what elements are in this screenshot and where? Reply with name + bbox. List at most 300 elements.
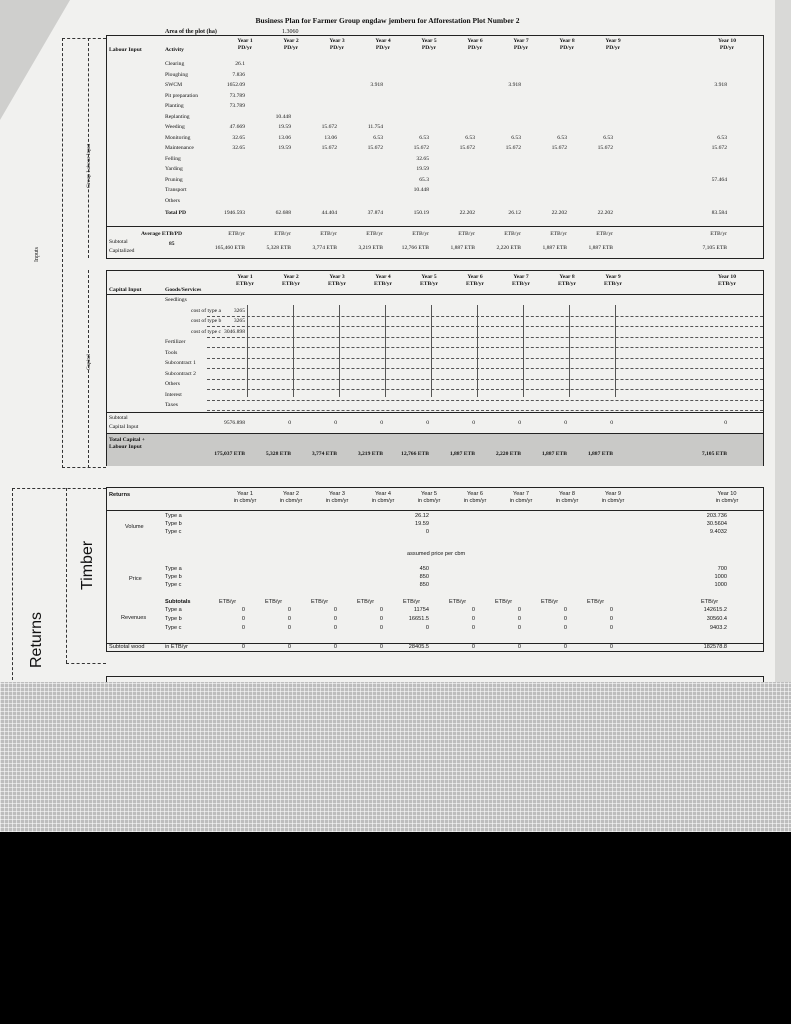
price-note: assumed price per cbm <box>407 551 466 557</box>
revenue-0-y7: 0 <box>517 607 521 613</box>
capital-subtotal-y2: 0 <box>288 420 291 426</box>
labour-section <box>106 35 764 259</box>
activity-6-y4: 11.754 <box>367 124 383 130</box>
activity-11-y5: 65.3 <box>419 176 429 183</box>
capital-year-unit-4: ETB/yr <box>373 281 393 287</box>
labour-subtotal-y5: 12,766 ETB <box>401 245 429 251</box>
subtotal-wood-y7: 0 <box>517 644 521 650</box>
capital-item-name: Taxes <box>165 402 178 408</box>
capital-subtotal-y3: 0 <box>334 420 337 426</box>
returns-year-unit-5: in cbm/yr <box>417 498 441 504</box>
activity-7-y1: 32.65 <box>232 134 245 141</box>
volume-y5: 26.12 <box>415 513 429 519</box>
revenue-2-y6: 0 <box>471 625 475 631</box>
capital-year-header-6: Year 6 <box>467 274 483 280</box>
capital-item-name: Subcontract 2 <box>165 370 196 377</box>
activity-name: Monitoring <box>165 134 191 141</box>
capital-year-unit-2: ETB/yr <box>281 281 301 287</box>
activity-7-y10: 6.53 <box>717 134 727 141</box>
avg-etb-label: Average ETB/PD <box>141 231 183 237</box>
capital-item-name: Interest <box>165 391 182 398</box>
year-header-8: Year 8 <box>559 38 575 44</box>
capital-year-unit-5: ETB/yr <box>419 281 439 287</box>
avg-etb-value: 85 <box>169 241 175 247</box>
capital-total-y9: 1,887 ETB <box>587 451 613 457</box>
subtotal-wood-y8: 0 <box>563 644 567 650</box>
capital-grid-col <box>247 305 248 397</box>
total-pd-y2: 62.688 <box>275 210 291 216</box>
inputs-frame-bottom <box>62 467 106 468</box>
activity-name: Maintenance <box>165 145 194 151</box>
revenue-0-y6: 0 <box>471 607 475 613</box>
labour-subtotal-y10: 7,105 ETB <box>702 245 727 251</box>
capital-total-y5: 12,766 ETB <box>401 451 429 457</box>
capital-header-divider <box>107 294 763 295</box>
page-edge <box>775 0 791 690</box>
revenue-1-y1: 0 <box>241 616 245 622</box>
returns-header-divider <box>107 510 763 511</box>
activity-2-y4: 3.918 <box>370 82 383 88</box>
activity-3-y1: 73.789 <box>229 92 245 99</box>
revenue-2-y4: 0 <box>379 625 383 631</box>
total-pd-y1: 1946.593 <box>224 210 245 216</box>
plot-area-label: Area of the plot (ha) <box>165 29 217 35</box>
volume-y10: 9.4032 <box>709 529 727 535</box>
volume-y5: 19.59 <box>415 521 429 527</box>
capital-grid-line <box>207 337 763 338</box>
capital-item-name: Subcontract 1 <box>165 360 196 366</box>
activity-11-y10: 57.464 <box>711 176 727 183</box>
capital-total-y8: 1,887 ETB <box>541 451 567 457</box>
timber-frame-bottom <box>66 663 106 664</box>
capital-grid-col <box>523 305 524 397</box>
returns-etb-unit-4: ETB/yr <box>357 599 375 605</box>
capital-grid-line <box>207 400 763 401</box>
etb-unit-9: ETB/yr <box>596 231 613 237</box>
revenue-2-y10: 9403.2 <box>709 625 727 631</box>
returns-year-header-10: Year 10 <box>717 491 737 497</box>
activity-7-y9: 6.53 <box>603 134 613 141</box>
capital-year-header-5: Year 5 <box>421 274 437 280</box>
returns-etb-unit-9: ETB/yr <box>587 599 605 605</box>
returns-year-header-9: Year 9 <box>605 491 621 497</box>
revenue-2-y7: 0 <box>517 625 521 631</box>
labour-section-label: Labour Input <box>109 47 142 53</box>
activity-7-y8: 6.53 <box>557 134 567 141</box>
revenue-1-y3: 0 <box>333 616 337 622</box>
returns-year-header-8: Year 8 <box>559 491 575 497</box>
capital-grid-col <box>385 305 386 397</box>
year-unit-3: PD/yr <box>329 45 345 51</box>
total-pd-y7: 26.12 <box>508 210 521 216</box>
labour-subtotal-label: Subtotal <box>109 239 128 245</box>
year-unit-1: PD/yr <box>237 45 253 51</box>
capital-subtotal-y4: 0 <box>380 420 383 426</box>
etb-unit-6: ETB/yr <box>458 231 475 237</box>
capital-subtotal-y9: 0 <box>610 420 613 426</box>
capital-grid-col <box>293 305 294 397</box>
activity-7-y6: 6.53 <box>465 134 475 141</box>
revenue-type: Type c <box>165 625 182 631</box>
year-unit-5: PD/yr <box>421 45 437 51</box>
labour-capitalized-label: Capitalized <box>109 248 135 254</box>
activity-8-y9: 15.672 <box>597 145 613 151</box>
timber-side-label: Timber <box>79 540 96 590</box>
activity-header: Activity <box>165 47 184 53</box>
capital-item-name: cost of type a <box>191 307 221 314</box>
activity-name: Clearing <box>165 61 185 67</box>
revenue-1-y2: 0 <box>287 616 291 622</box>
capital-year-unit-7: ETB/yr <box>511 281 531 287</box>
returns-frame-left <box>12 488 13 690</box>
activity-name: Pruning <box>165 176 183 183</box>
year-header-1: Year 1 <box>237 38 253 44</box>
inputs-frame-top <box>62 38 106 39</box>
labour-subtotal-y1: 165,460 ETB <box>214 245 245 251</box>
activity-8-y6: 15.672 <box>459 145 475 151</box>
price-y10: 1000 <box>714 574 727 580</box>
total-pd-y10: 83.584 <box>711 210 727 216</box>
activity-8-y4: 15.672 <box>367 145 383 151</box>
returns-etb-unit-6: ETB/yr <box>449 599 467 605</box>
capital-year-header-1: Year 1 <box>237 274 253 280</box>
returns-year-header-6: Year 6 <box>467 491 483 497</box>
labour-subtotal-y9: 1,887 ETB <box>588 245 613 251</box>
labour-subtotal-y8: 1,887 ETB <box>542 245 567 251</box>
volume-y5: 0 <box>425 529 429 535</box>
capital-grid-line <box>207 316 763 317</box>
etb-unit-2: ETB/yr <box>274 231 291 237</box>
volume-type: Type c <box>165 529 182 535</box>
capital-grid-line <box>207 410 763 411</box>
labour-subtotal-y7: 2,220 ETB <box>496 245 521 251</box>
activity-name: Transport <box>165 187 187 193</box>
labour-subtotal-y6: 1,887 ETB <box>450 245 475 251</box>
capital-total-y6: 1,887 ETB <box>449 451 475 457</box>
capital-grid-col <box>569 305 570 397</box>
revenue-0-y10: 142615.2 <box>703 607 727 613</box>
subtotal-wood-y6: 0 <box>471 644 475 650</box>
returns-year-unit-7: in cbm/yr <box>509 498 533 504</box>
inputs-side-label: Inputs <box>34 247 40 262</box>
subtotal-wood-y3: 0 <box>333 644 337 650</box>
activity-name: Weeding <box>165 124 185 130</box>
capital-item-name: Tools <box>165 349 178 356</box>
revenue-1-y7: 0 <box>517 616 521 622</box>
activity-10-y5: 19.59 <box>416 166 429 172</box>
revenue-2-y5: 0 <box>425 625 429 631</box>
capital-year-header-9: Year 9 <box>605 274 621 280</box>
revenue-2-y8: 0 <box>563 625 567 631</box>
capital-section-label: Capital Input <box>109 287 142 293</box>
capital-year-unit-9: ETB/yr <box>603 281 623 287</box>
price-y5: 850 <box>419 574 429 580</box>
activity-4-y1: 73.789 <box>229 103 245 109</box>
capital-grid-col <box>339 305 340 397</box>
capital-year-header-3: Year 3 <box>329 274 345 280</box>
subtotal-wood-y2: 0 <box>287 644 291 650</box>
revenue-0-y2: 0 <box>287 607 291 613</box>
etb-unit-7: ETB/yr <box>504 231 521 237</box>
capital-total-y4: 3,219 ETB <box>357 451 383 457</box>
price-y10: 700 <box>717 566 727 572</box>
capital-total-y1: 175,037 ETB <box>214 451 245 457</box>
returns-year-unit-3: in cbm/yr <box>325 498 349 504</box>
revenue-1-y10: 30560.4 <box>706 616 727 622</box>
subtotal-wood-y10: 182578.8 <box>703 644 727 650</box>
revenue-0-y4: 0 <box>379 607 383 613</box>
price-y5: 850 <box>419 582 429 588</box>
activity-name: Yarding <box>165 166 183 172</box>
labour-subtotal-y2: 5,328 ETB <box>266 245 291 251</box>
activity-1-y1: 7.836 <box>232 71 245 78</box>
activity-name: Pit preparation <box>165 92 199 99</box>
labour-divider <box>107 226 763 227</box>
capital-year-unit-3: ETB/yr <box>327 281 347 287</box>
returns-etb-unit-8: ETB/yr <box>541 599 559 605</box>
year-unit-9: PD/yr <box>605 45 621 51</box>
labour-subtotal-y3: 3,774 ETB <box>312 245 337 251</box>
capital-year-header-4: Year 4 <box>375 274 391 280</box>
activity-2-y10: 3.918 <box>714 82 727 88</box>
capital-subtotal-label: Subtotal <box>109 415 128 421</box>
capital-subtotal-label2: Capital Input <box>109 424 139 430</box>
activity-0-y1: 26.1 <box>235 61 245 67</box>
activity-7-y5: 6.53 <box>419 134 429 141</box>
returns-etb-unit-10: ETB/yr <box>701 599 719 605</box>
activity-6-y1: 47.669 <box>229 124 245 130</box>
activity-name: Felling <box>165 155 181 162</box>
revenue-2-y1: 0 <box>241 625 245 631</box>
returns-year-unit-9: in cbm/yr <box>601 498 625 504</box>
capital-total-y2: 5,328 ETB <box>265 451 291 457</box>
capital-subtotal-y1: 9576.898 <box>224 420 245 426</box>
subtotal-wood-unit: in ETB/yr <box>165 644 189 650</box>
returns-etb-unit-5: ETB/yr <box>403 599 421 605</box>
activity-6-y2: 19.59 <box>278 124 291 130</box>
total-pd-y8: 22.202 <box>551 210 567 216</box>
price-type: Type c <box>165 582 182 588</box>
price-type: Type b <box>165 574 182 580</box>
capital-year-unit-6: ETB/yr <box>465 281 485 287</box>
capital-grid-line <box>207 347 763 348</box>
total-pd-y4: 37.874 <box>367 210 383 216</box>
price-y5: 450 <box>419 566 429 572</box>
capital-sub-divider <box>107 412 763 413</box>
revenue-0-y9: 0 <box>609 607 613 613</box>
volume-label: Volume <box>125 524 144 530</box>
goods-header: Goods/Services <box>165 287 202 293</box>
returns-year-unit-6: in cbm/yr <box>463 498 487 504</box>
capital-grid-line <box>207 368 763 369</box>
activity-7-y3: 13.06 <box>324 134 337 141</box>
activity-8-y10: 15.672 <box>711 145 727 151</box>
activity-7-y4: 6.53 <box>373 134 383 141</box>
returns-section-label: Returns <box>109 492 131 498</box>
returns-year-unit-2: in cbm/yr <box>279 498 303 504</box>
timber-frame-left <box>66 488 67 663</box>
activity-2-y7: 3.918 <box>508 82 521 88</box>
capital-item-name: Fertilizer <box>165 339 186 345</box>
capital-section <box>106 270 764 466</box>
returns-year-header-5: Year 5 <box>421 491 437 497</box>
year-header-9: Year 9 <box>605 38 621 44</box>
group-labour-side-label: Group Labour Input <box>86 143 92 188</box>
capital-total-y3: 3,774 ETB <box>311 451 337 457</box>
capital-subtotal-y8: 0 <box>564 420 567 426</box>
revenue-0-y3: 0 <box>333 607 337 613</box>
volume-type: Type a <box>165 513 182 519</box>
activity-8-y7: 15.672 <box>505 145 521 151</box>
year-unit-6: PD/yr <box>467 45 483 51</box>
revenue-2-y3: 0 <box>333 625 337 631</box>
capital-subtotal-y6: 0 <box>472 420 475 426</box>
total-capital-label: Total Capital + Labour Input <box>109 437 145 450</box>
revenue-type: Type a <box>165 607 182 613</box>
capital-subtotal-y7: 0 <box>518 420 521 426</box>
total-pd-y5: 150.19 <box>413 210 429 216</box>
activity-8-y1: 32.65 <box>232 145 245 151</box>
volume-type: Type b <box>165 521 182 527</box>
capital-subtotal-y5: 0 <box>426 420 429 426</box>
capital-item-value: 3046.898 <box>224 328 245 335</box>
revenue-1-y6: 0 <box>471 616 475 622</box>
returns-year-header-7: Year 7 <box>513 491 529 497</box>
activity-name: Planting <box>165 103 184 109</box>
revenue-type: Type b <box>165 616 182 622</box>
revenue-2-y2: 0 <box>287 625 291 631</box>
returns-etb-unit-3: ETB/yr <box>311 599 329 605</box>
revenue-0-y8: 0 <box>563 607 567 613</box>
revenue-1-y5: 16651.5 <box>408 616 429 622</box>
year-unit-8: PD/yr <box>559 45 575 51</box>
etb-unit-1: ETB/yr <box>228 231 245 237</box>
activity-5-y2: 10.448 <box>275 113 291 120</box>
activity-9-y5: 32.65 <box>416 155 429 162</box>
price-label: Price <box>129 576 142 582</box>
activity-name: SWCM <box>165 82 183 88</box>
price-y10: 1000 <box>714 582 727 588</box>
activity-8-y5: 15.672 <box>413 145 429 151</box>
total-pd-y3: 44.404 <box>321 210 337 216</box>
returns-year-header-4: Year 4 <box>375 491 391 497</box>
etb-unit-5: ETB/yr <box>412 231 429 237</box>
activity-8-y3: 15.672 <box>321 145 337 151</box>
activity-6-y3: 15.672 <box>321 124 337 130</box>
returns-side-label: Returns <box>28 611 45 668</box>
subtotal-wood-y1: 0 <box>241 644 245 650</box>
returns-etb-unit-2: ETB/yr <box>265 599 283 605</box>
activity-name: Others <box>165 197 180 204</box>
year-header-4: Year 4 <box>375 38 391 44</box>
volume-y10: 30.5604 <box>706 521 727 527</box>
document-title: Business Plan for Farmer Group engdaw jemberu for Afforestation Plot Number 2 <box>255 16 520 25</box>
returns-year-header-3: Year 3 <box>329 491 345 497</box>
labour-subtotal-y4: 3,219 ETB <box>358 245 383 251</box>
returns-year-header-2: Year 2 <box>283 491 299 497</box>
year-unit-4: PD/yr <box>375 45 391 51</box>
capital-total-y7: 2,220 ETB <box>495 451 521 457</box>
year-header-3: Year 3 <box>329 38 345 44</box>
returns-section <box>106 487 764 652</box>
price-type: Type a <box>165 566 182 572</box>
plot-area-value: 1.3060 <box>282 29 299 35</box>
capital-side-label: Capital <box>86 354 92 370</box>
revenue-0-y1: 0 <box>241 607 245 613</box>
activity-7-y2: 13.06 <box>278 134 291 141</box>
activity-8-y2: 19.59 <box>278 145 291 151</box>
total-pd-y6: 22.202 <box>459 210 475 216</box>
capital-year-header-7: Year 7 <box>513 274 529 280</box>
activity-8-y8: 15.672 <box>551 145 567 151</box>
capital-item-value: 3265 <box>233 318 245 324</box>
capital-subtotal-y10: 0 <box>724 420 727 426</box>
revenue-2-y9: 0 <box>609 625 613 631</box>
activity-name: Ploughing <box>165 71 189 78</box>
capital-year-header-8: Year 8 <box>559 274 575 280</box>
revenues-label: Revenues <box>121 615 147 621</box>
capital-grid-line <box>207 326 763 327</box>
capital-total-y10: 7,105 ETB <box>701 451 727 457</box>
capital-grid-line <box>207 379 763 380</box>
capital-grid-line <box>207 389 763 390</box>
returns-year-header-1: Year 1 <box>237 491 253 497</box>
etb-unit-3: ETB/yr <box>320 231 337 237</box>
inputs-frame-left <box>62 38 63 468</box>
capital-year-unit-10: ETB/yr <box>717 281 737 287</box>
revenue-1-y8: 0 <box>563 616 567 622</box>
year-unit-7: PD/yr <box>513 45 529 51</box>
scan-hatch-band <box>0 682 791 832</box>
total-pd-label: Total PD <box>165 210 187 216</box>
subtotal-wood-y5: 28405.5 <box>408 644 429 650</box>
revenue-1-y9: 0 <box>609 616 613 622</box>
capital-year-unit-8: ETB/yr <box>557 281 577 287</box>
capital-year-unit-1: ETB/yr <box>235 281 255 287</box>
etb-unit-4: ETB/yr <box>366 231 383 237</box>
year-header-6: Year 6 <box>467 38 483 44</box>
capital-grid-col <box>431 305 432 397</box>
revenue-1-y4: 0 <box>379 616 383 622</box>
etb-unit-8: ETB/yr <box>550 231 567 237</box>
total-pd-y9: 22.202 <box>597 210 613 216</box>
returns-year-unit-4: in cbm/yr <box>371 498 395 504</box>
total-capital-row <box>107 433 763 466</box>
capital-item-name: Seedlings <box>165 297 187 303</box>
capital-year-header-2: Year 2 <box>283 274 299 280</box>
returns-etb-unit-7: ETB/yr <box>495 599 513 605</box>
capital-item-name: cost of type b <box>191 318 222 324</box>
year-unit-2: PD/yr <box>283 45 299 51</box>
activity-12-y5: 10.448 <box>413 187 429 193</box>
etb-unit-10: ETB/yr <box>710 231 727 237</box>
revenue-0-y5: 11754 <box>413 607 429 613</box>
capital-item-name: cost of type c <box>191 328 221 335</box>
returns-etb-unit-1: ETB/yr <box>219 599 237 605</box>
activity-7-y7: 6.53 <box>511 134 521 141</box>
capital-grid-col <box>615 305 616 397</box>
returns-year-unit-8: in cbm/yr <box>555 498 579 504</box>
returns-year-unit-10: in cbm/yr <box>715 498 739 504</box>
capital-item-name: Others <box>165 381 180 387</box>
subtotal-wood-label: Subtotal wood <box>109 644 145 650</box>
year-header-5: Year 5 <box>421 38 437 44</box>
subtotal-wood-y9: 0 <box>609 644 613 650</box>
year-unit-10: PD/yr <box>719 45 735 51</box>
activity-2-y1: 1652.09 <box>226 82 245 88</box>
year-header-7: Year 7 <box>513 38 529 44</box>
capital-grid-line <box>207 358 763 359</box>
